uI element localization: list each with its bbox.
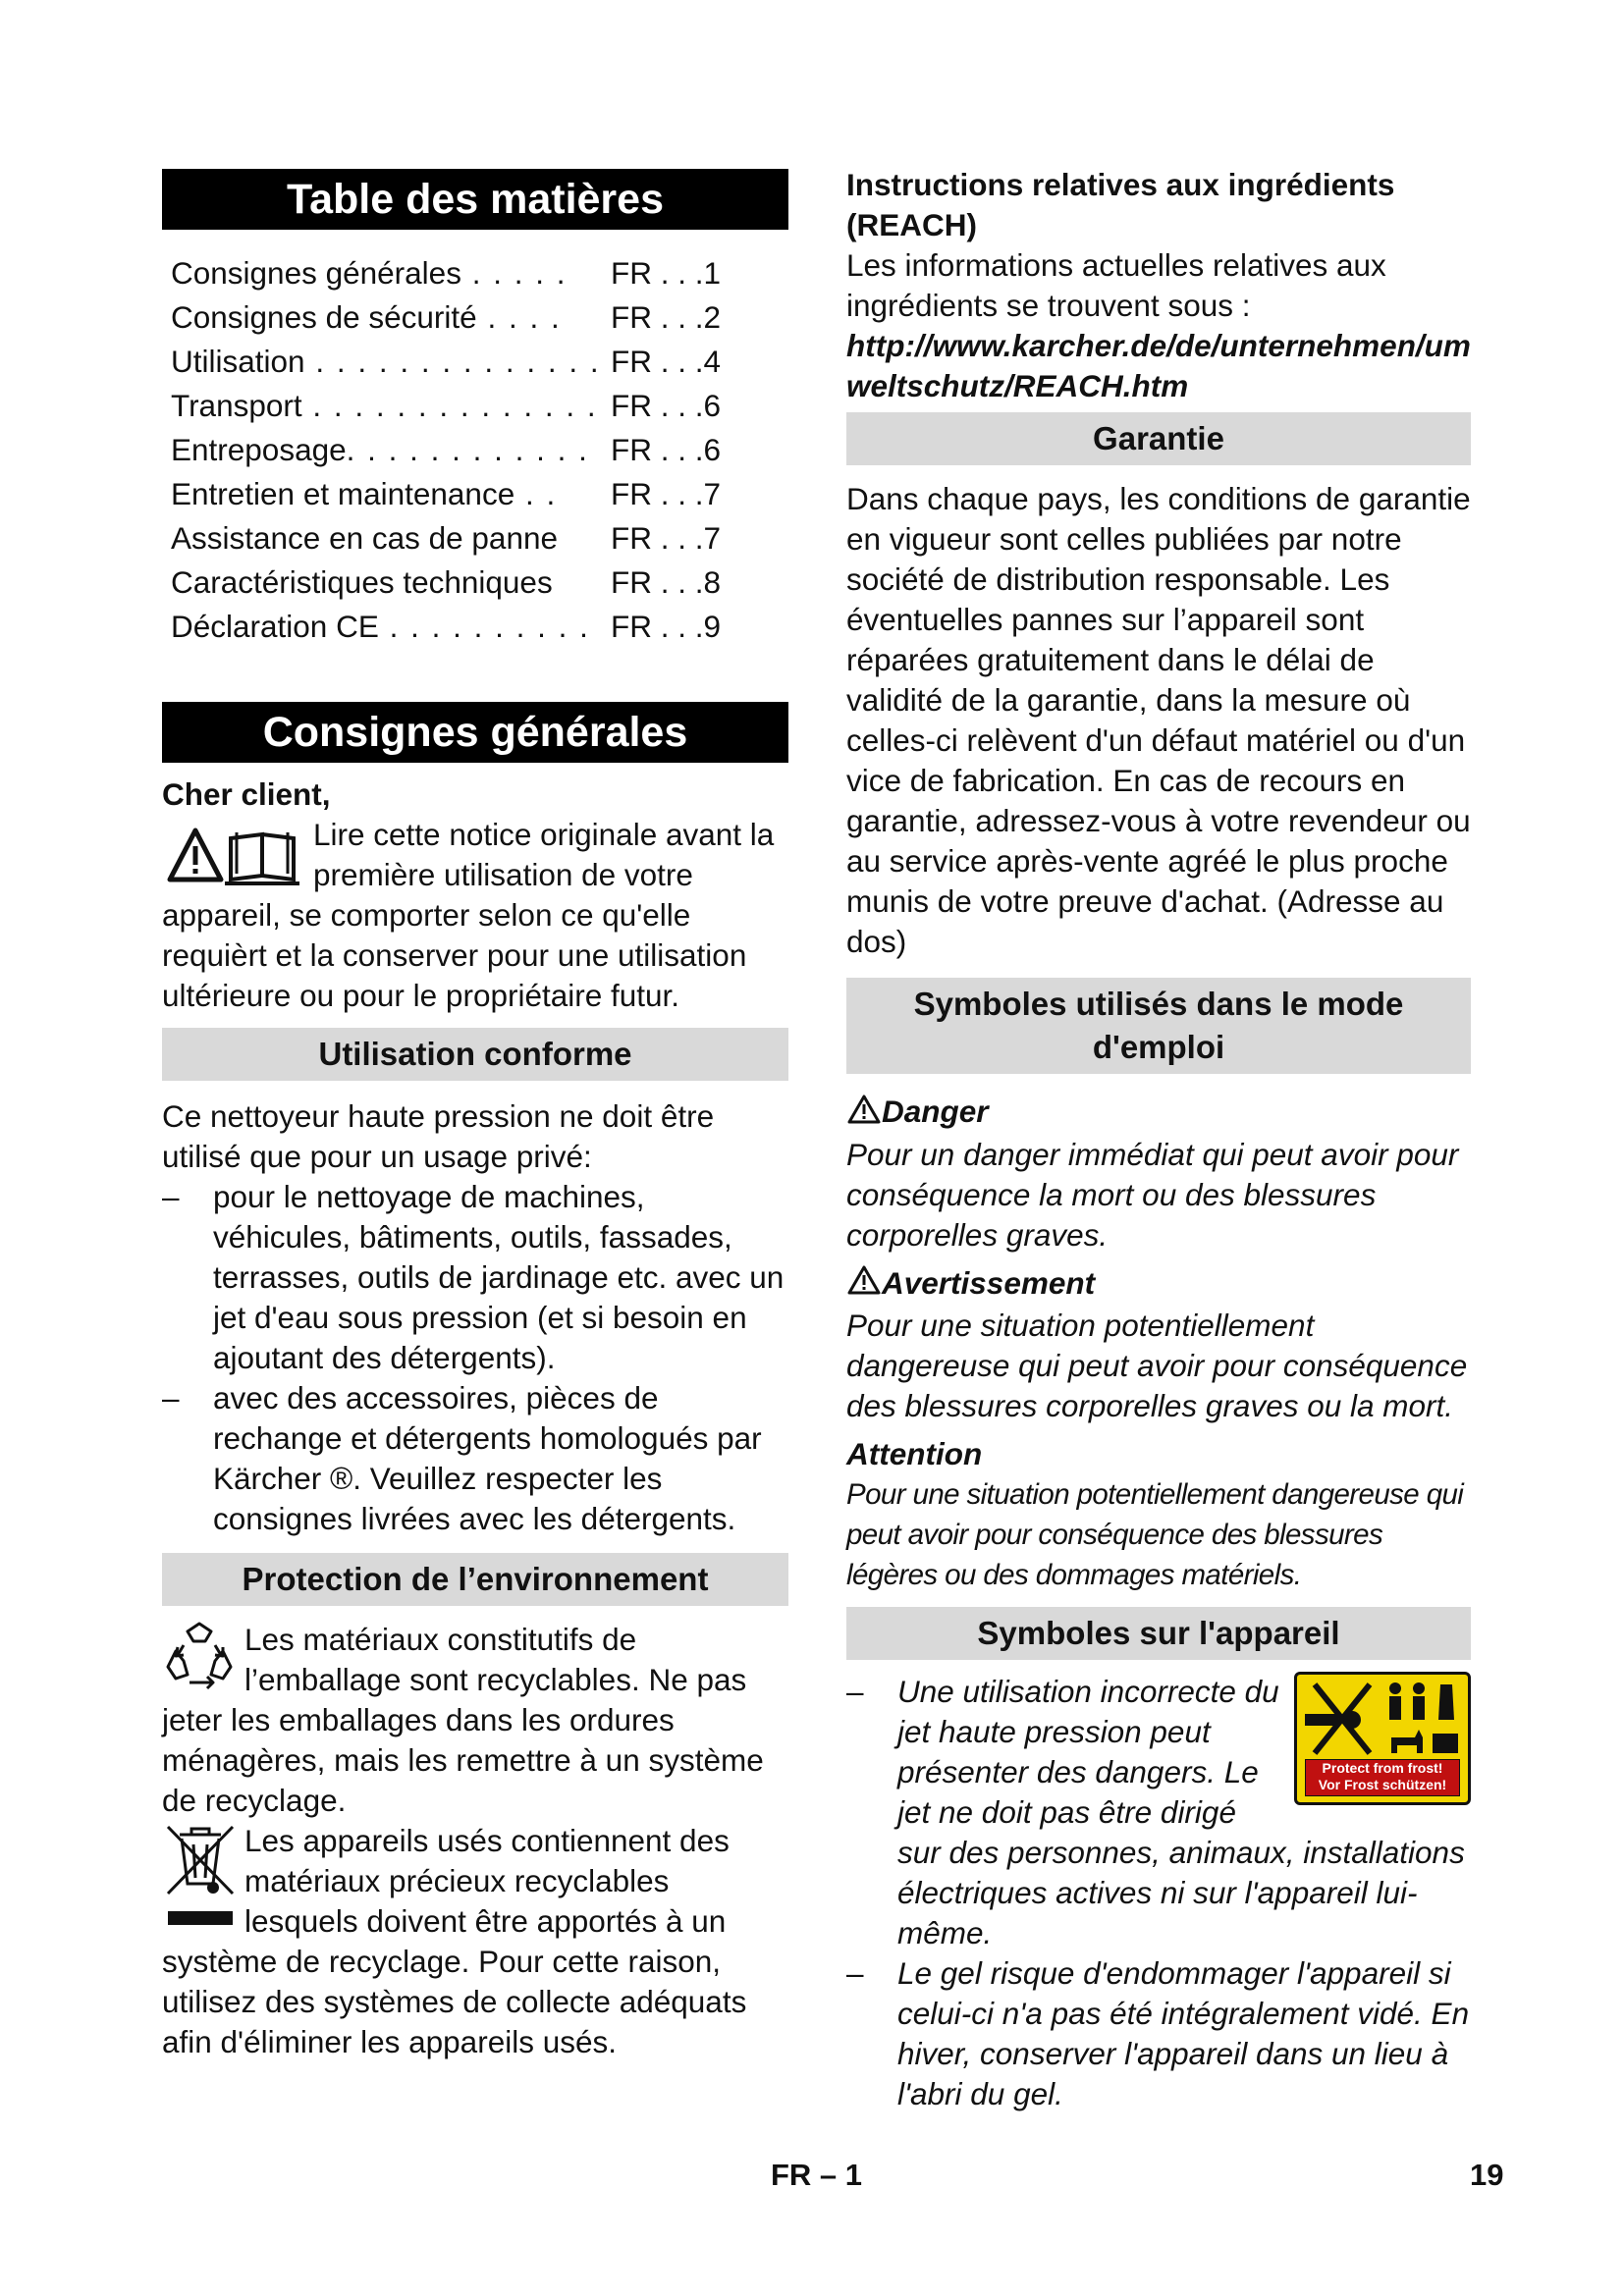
warning-triangle-icon (846, 1264, 882, 1306)
danger-text: Pour un danger immédiat qui peut avoir pour conséquence la mort ou des blessures corporelles graves. (846, 1136, 1459, 1253)
intro-text: Lire cette notice originale avant la première utilisation de votre appareil, se comporter selon ce qu'elle requièrt et la conserver pour une utilisation ultérieure ou pour le propriétaire futur. (162, 817, 775, 1013)
warning-text: Pour une situation potentiellement dangereuse qui peut avoir pour conséquence des blessures corporelles graves ou la mort. (846, 1308, 1468, 1424)
crossed-bin-icon (162, 1821, 239, 1937)
list-item: – Protect from frost! Vor Frost schützen! Une utilisation incorrecte du jet haute pression peut présenter des dangers. Le jet ne doit pas être dirigé sur des personnes, animaux, installations électriques actives ni sur l'appareil lui-même. (846, 1672, 1471, 1953)
toc-entry[interactable]: Transport . . . . . . . . . . . . . . FR . . .6 (171, 388, 721, 423)
warranty-text: Dans chaque pays, les conditions de garantie en vigueur sont celles publiées par notre société de distribution responsable. Les éventuelles pannes sur l’appareil sont réparées gratuitement dans le délai de validité de la garantie, dans la mesure où celles-ci relèvent d'un défaut matériel ou d'un vice de fabrication. En cas de recours en garantie, adressez-vous à votre revendeur ou au service après-vente agréé le plus proche munis de votre preuve d'achat. (Adresse au dos) (846, 481, 1471, 959)
toc-entry[interactable]: Consignes générales . . . . . FR . . .1 (171, 255, 721, 291)
footer-section: FR – 1 (771, 2158, 863, 2192)
safety-label-image (1294, 1672, 1471, 1805)
symbols-manual-title: Symboles utilisés dans le mode d'emploi (846, 978, 1471, 1074)
toc-entry[interactable]: Assistance en cas de panne FR . . .7 (171, 520, 721, 556)
toc-entry[interactable]: Entreposage . . . . . . . . . . . . FR . . .6 (171, 432, 721, 467)
toc-entry[interactable]: Déclaration CE . . . . . . . . . . FR . . .9 (171, 609, 721, 644)
recycle-icon (162, 1620, 239, 1694)
toc-entry[interactable]: Consignes de sécurité . . . . FR . . .2 (171, 299, 721, 335)
packaging-text: Les matériaux constitutifs de l’emballage sont recyclables. Ne pas jeter les emballages dans les ordures ménagères, mais les remettre à un système de recyclage. (162, 1622, 764, 1818)
general-title: Consignes générales (162, 702, 788, 763)
warning-triangle-icon (846, 1094, 882, 1135)
table-of-contents (162, 251, 788, 649)
packaging-block (162, 1620, 788, 1821)
footer-page-number: 19 (1470, 2158, 1504, 2192)
warning-heading: Avertissement (846, 1263, 1471, 1307)
list-item: – avec des accessoires, pièces de rechange et détergents homologués par Kärcher ®. Veuillez respecter les consignes livrées avec les détergents. (162, 1380, 762, 1536)
left-column (162, 169, 788, 2062)
right-column (846, 165, 1471, 2114)
attention-heading: Attention (846, 1436, 983, 1472)
use-title: Utilisation conforme (162, 1028, 788, 1081)
intro-block (162, 815, 788, 1016)
list-item: – pour le nettoyage de machines, véhicules, bâtiments, outils, fassades, terrasses, outils de jardinage etc. avec un jet d'eau sous pression (et si besoin en ajoutant des détergents). (162, 1179, 785, 1375)
list-item: – Le gel risque d'endommager l'appareil si celui-ci n'a pas été intégralement vidé. En hiver, conserver l'appareil dans un lieu à l'abri du gel. (846, 1955, 1470, 2112)
toc-entry[interactable]: Entretien et maintenance . . FR . . .7 (171, 476, 721, 511)
attention-text: Pour une situation potentiellement dangereuse qui peut avoir pour conséquence des blessures légères ou des dommages matériels. (846, 1478, 1464, 1592)
toc-entry[interactable]: Caractéristiques techniques FR . . .8 (171, 564, 721, 600)
danger-heading: Danger (846, 1092, 1471, 1135)
reach-link[interactable]: http://www.karcher.de/de/unternehmen/umweltschutz/REACH.htm (846, 328, 1471, 403)
toc-entry[interactable]: Utilisation . . . . . . . . . . . . . . FR . . .4 (171, 344, 721, 379)
frost-label: Protect from frost! Vor Frost schützen! (1305, 1759, 1460, 1796)
toc-title: Table des matières (162, 169, 788, 230)
environment-title: Protection de l’environnement (162, 1553, 788, 1606)
symbols-device-title: Symboles sur l'appareil (846, 1607, 1471, 1660)
greeting: Cher client, (162, 776, 331, 812)
reach-text: Les informations actuelles relatives aux ingrédients se trouvent sous : (846, 247, 1386, 323)
devices-block (162, 1821, 788, 2062)
use-intro: Ce nettoyeur haute pression ne doit être utilisé que pour un usage privé: (162, 1098, 715, 1174)
warranty-title: Garantie (846, 412, 1471, 465)
warning-manual-icon (162, 817, 309, 887)
devices-text: Les appareils usés contiennent des matériaux précieux recyclables lesquels doivent être apportés à un système de recyclage. Pour cette raison, utilisez des systèmes de collecte adéquats afin d'éliminer les appareils usés. (162, 1823, 747, 2059)
reach-heading: Instructions relatives aux ingrédients (REACH) (846, 167, 1395, 242)
